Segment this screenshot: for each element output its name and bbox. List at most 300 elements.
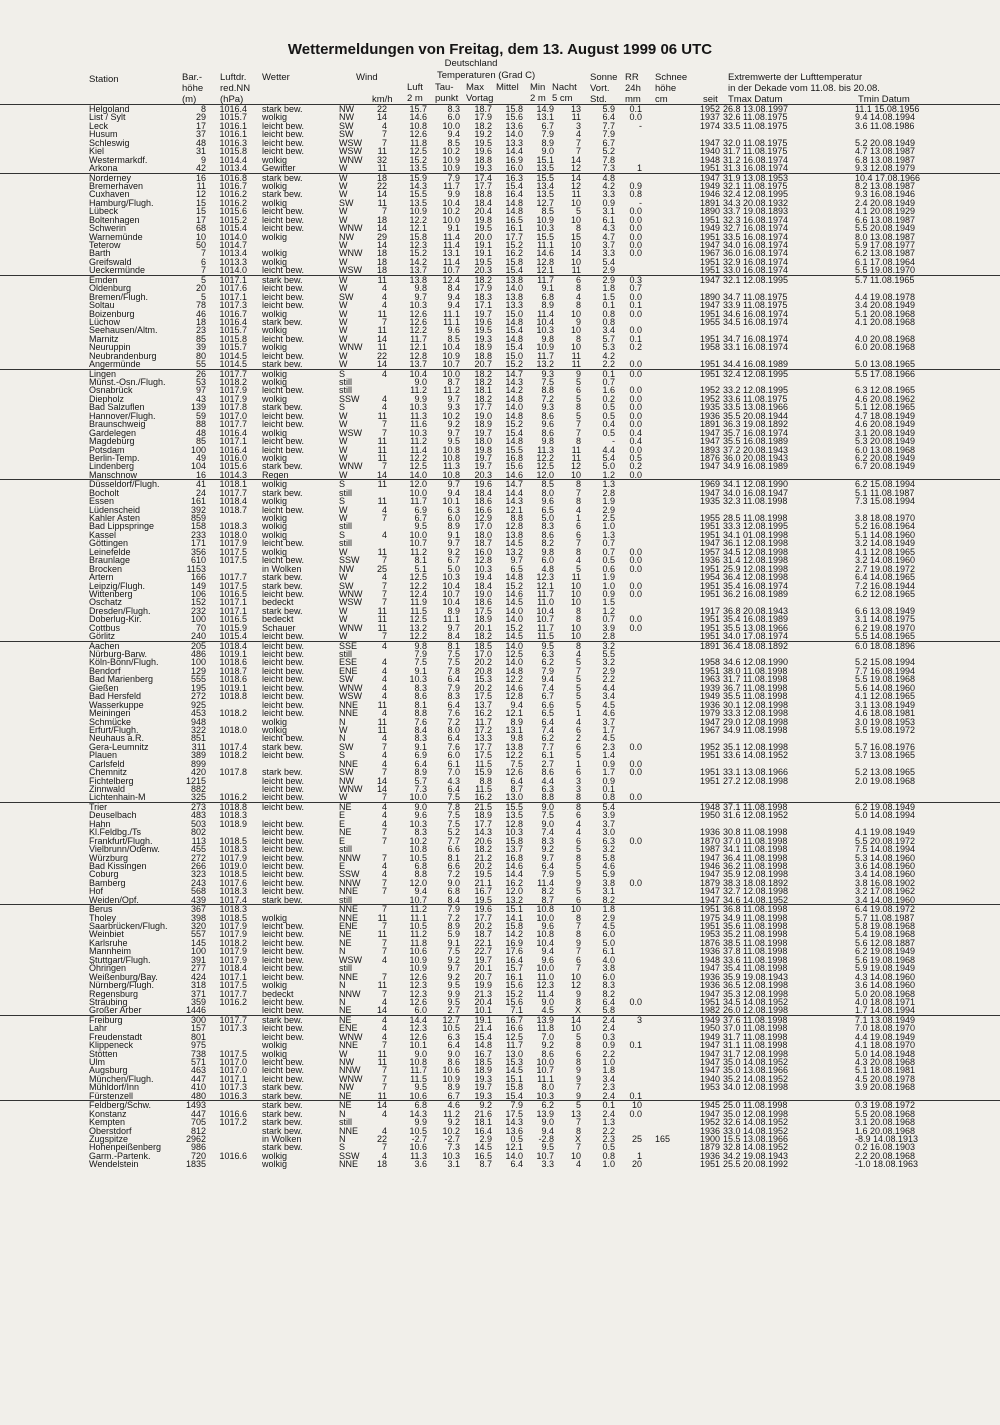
cell-sonne: 0.9 [602, 1040, 615, 1051]
cell-tmin: 6.4 19.08.1972 [855, 904, 916, 915]
cell-luft: 11.4 [410, 444, 427, 455]
cell-mittel: 16.7 [505, 1014, 523, 1025]
cell-wind-speed: 18 [376, 214, 387, 225]
cell-hoehe: 392 [190, 504, 206, 515]
cell-rr: 0.4 [629, 436, 642, 447]
cell-sonne: 2.3 [602, 741, 615, 752]
cell-station: Garm.-Partenk. [89, 1150, 151, 1161]
cell-seit: 1936 [699, 1150, 720, 1161]
cell-hoehe: 43 [195, 393, 206, 404]
cell-luftdruck: 1017.1 [219, 274, 247, 285]
cell-tmax: 34.9 11.08.1998 [723, 912, 788, 923]
cell-rr: 0.0 [629, 231, 642, 242]
cell-min: 7.4 [541, 827, 554, 838]
cell-seit: 1951 [699, 921, 720, 931]
table-row [0, 1058, 1000, 1066]
cell-sonne: 3.9 [602, 622, 615, 633]
cell-mittel: 15.4 [505, 265, 523, 276]
cell-wetter: leicht bew. [262, 333, 305, 344]
cell-taupunkt: 7.5 [447, 810, 460, 821]
cell-luft: 10.3 [409, 818, 427, 829]
cell-tmin: 4.1 20.08.1929 [855, 206, 916, 217]
cell-seit: 1955 [699, 513, 720, 523]
cell-wetter: stark bew. [262, 1082, 303, 1093]
cell-luftdruck: 1017.7 [219, 419, 247, 430]
cell-seit: 1936 [699, 946, 720, 957]
cell-sonne: 1.3 [602, 479, 615, 490]
cell-nacht: 12 [570, 163, 581, 174]
cell-max: 21.4 [474, 1023, 492, 1034]
cell-wetter: leicht bew. [262, 129, 305, 140]
cell-min: 11.1 [537, 240, 554, 250]
cell-luft: -2.7 [411, 1133, 427, 1144]
cell-station: Zinnwald [89, 784, 126, 794]
cell-min: 15.1 [536, 154, 554, 165]
cell-wind-speed: 14 [376, 784, 387, 794]
cell-tmin: 6.0 18.08.1896 [855, 640, 916, 651]
cell-tmin: 3.4 14.08.1960 [855, 894, 916, 905]
cell-taupunkt: 10.2 [442, 1125, 460, 1136]
cell-nacht: 8 [575, 801, 581, 812]
cell-rr: 0.0 [629, 410, 642, 421]
cell-luftdruck: 1014.5 [219, 359, 247, 370]
cell-luftdruck: 1016.2 [219, 792, 247, 803]
cell-sonne: 2.9 [602, 265, 615, 276]
cell-mittel: 15.2 [505, 359, 523, 370]
cell-taupunkt: 8.9 [447, 1082, 460, 1093]
cell-wetter: wolkig [262, 1048, 288, 1059]
cell-min: 10.8 [536, 929, 554, 940]
cell-wind-dir: E [339, 810, 346, 821]
cell-tmin: 7.0 18.08.1970 [855, 1023, 916, 1034]
cell-luft: 8.3 [414, 827, 427, 838]
cell-max: 19.7 [474, 308, 492, 319]
cell-wind-speed: 7 [381, 904, 387, 915]
cell-station: Westermarkdf. [89, 154, 148, 165]
table-row [0, 981, 1000, 989]
cell-nacht: 6 [575, 894, 581, 905]
cell-max: 9.2 [479, 1100, 492, 1111]
cell-wetter: stark bew. [262, 172, 303, 183]
cell-hoehe: 272 [190, 852, 206, 863]
cell-wind-dir: W [339, 172, 348, 183]
cell-wind-speed: 4 [381, 1108, 387, 1119]
cell-min: 6.3 [541, 649, 554, 659]
cell-luftdruck: 1014.5 [219, 350, 247, 361]
cell-nacht: 8 [575, 912, 581, 923]
cell-min: 6.0 [541, 555, 554, 566]
cell-wind-speed: 22 [376, 180, 387, 191]
cell-sonne: 5.0 [602, 937, 615, 948]
cell-wind-dir: W [339, 240, 348, 250]
cell-hoehe: 106 [190, 588, 206, 599]
table-row [0, 692, 1000, 700]
cell-tmax: 15.5 13.08.1966 [723, 1133, 789, 1144]
cell-taupunkt: -2.7 [444, 1133, 460, 1144]
cell-tmax: 37.6 11.08.1998 [723, 1014, 788, 1025]
cell-nacht: 11 [571, 265, 581, 276]
cell-max: 18.8 [474, 189, 492, 200]
cell-wetter: stark bew. [262, 1108, 303, 1119]
cell-tmax: 33.5 16.08.1974 [723, 231, 789, 242]
station-group [0, 173, 1000, 275]
cell-wind-speed: 11 [377, 614, 387, 625]
cell-tmin: 5.5 19.08.1968 [855, 674, 916, 685]
cell-max: 15.3 [474, 674, 492, 685]
cell-rr: 0.3 [629, 274, 642, 285]
cell-seit: 1967 [699, 248, 720, 259]
cell-tmax: 34.1 12.08.1990 [723, 479, 789, 490]
cell-wind-speed: 22 [376, 104, 387, 114]
cell-nacht: X [574, 1005, 581, 1016]
cell-wind-speed: 7 [381, 129, 387, 140]
cell-mittel: 12.2 [505, 674, 523, 685]
cell-tmax: 36.8 11.08.1998 [723, 904, 788, 915]
cell-station: Vielbrunn/Odenw. [89, 844, 160, 855]
cell-wind-dir: NW [339, 104, 354, 114]
cell-wetter: leicht bew. [262, 1005, 305, 1016]
cell-station: Bocholt [89, 487, 120, 498]
cell-min: 10.4 [536, 937, 554, 948]
cell-schnee: 165 [654, 1133, 670, 1144]
cell-tmin: 4.4 19.08.1978 [855, 291, 916, 302]
cell-min: 11.3 [537, 444, 554, 455]
cell-taupunkt: 12.7 [442, 1014, 460, 1025]
cell-station: Augsburg [89, 1065, 128, 1076]
cell-max: 13.3 [474, 733, 492, 744]
cell-wind-speed: 11 [377, 912, 387, 923]
header-schnee: Schnee höhe cm [655, 72, 688, 105]
cell-wetter: leicht bew. [262, 708, 305, 719]
cell-hoehe: 59 [195, 410, 206, 421]
cell-wind-dir: WSW [339, 137, 362, 148]
cell-min: 8.8 [541, 385, 554, 396]
cell-wind-speed: 4 [381, 402, 387, 413]
table-row [0, 718, 1000, 726]
cell-luft: 11.2 [410, 385, 427, 396]
cell-luft: 10.3 [409, 402, 427, 413]
cell-seit: 1947 [699, 963, 720, 974]
cell-wetter: wolkig [262, 452, 288, 463]
cell-min: 9.2 [541, 1040, 554, 1051]
cell-wind-dir: W [339, 206, 348, 217]
cell-hoehe: 49 [195, 452, 206, 463]
cell-mittel: 14.3 [505, 1117, 523, 1128]
cell-min: 8.5 [541, 479, 554, 490]
cell-max: 19.3 [474, 1073, 492, 1084]
cell-luft: 15.9 [409, 172, 427, 183]
cell-station: Husum [89, 129, 118, 140]
cell-hoehe: 41 [195, 479, 206, 490]
cell-luftdruck: 1018.4 [219, 640, 247, 651]
cell-min: 10.3 [536, 1090, 554, 1101]
cell-seit: 1957 [699, 546, 720, 557]
cell-tmax: 36.3 19.08.1892 [723, 419, 789, 430]
cell-min: 13.5 [536, 163, 554, 174]
cell-seit: 1952 [699, 741, 720, 752]
cell-tmax: 34.3 20.08.1932 [723, 197, 789, 208]
cell-tmin: 3.2 14.08.1949 [855, 538, 916, 549]
cell-seit: 1935 [699, 402, 720, 413]
cell-mittel: 14.8 [505, 410, 523, 421]
cell-luft: 10.0 [409, 792, 427, 803]
cell-tmax: 32.8 14.08.1952 [723, 1142, 789, 1153]
cell-taupunkt: 10.0 [442, 368, 460, 379]
cell-tmin: 6.1 17.08.1964 [855, 256, 916, 267]
cell-wind-speed: 4 [381, 640, 387, 651]
cell-taupunkt: 6.0 [447, 750, 460, 761]
cell-wind-speed: 11 [377, 342, 387, 353]
cell-station: Doberlug-Kir. [89, 614, 142, 625]
cell-hoehe: 100 [190, 614, 206, 625]
cell-station: Bad Kissingen [89, 860, 147, 871]
cell-max: 20.1 [474, 622, 492, 633]
cell-tmin: 4.1 19.08.1949 [855, 827, 916, 838]
cell-nacht: 13 [570, 1108, 581, 1119]
cell-tmin: 6.8 13.08.1987 [855, 154, 916, 165]
cell-wind-speed: 11 [377, 724, 387, 735]
header-wind: Wind [356, 72, 378, 83]
cell-max: 20.2 [474, 657, 492, 668]
cell-station: Hahn [89, 818, 111, 829]
cell-luft: 12.6 [409, 316, 427, 327]
cell-station: Neuhaus a.R. [89, 733, 145, 744]
cell-rr: 1 [636, 163, 642, 174]
cell-wetter: leicht bew. [262, 1031, 305, 1042]
cell-tmax: 29.0 12.08.1998 [723, 716, 789, 727]
cell-taupunkt: 6.4 [447, 733, 460, 744]
cell-luftdruck: 1018.3 [219, 844, 247, 855]
cell-hoehe: 720 [190, 1150, 206, 1161]
table-row [0, 233, 1000, 241]
table-row [0, 709, 1000, 717]
cell-wind-speed: 7 [381, 767, 387, 778]
cell-tmax: 33.6 11.08.1998 [723, 954, 788, 965]
cell-tmax: 32.6 14.08.1952 [723, 1117, 789, 1128]
cell-station: Helgoland [89, 104, 130, 114]
cell-max: 21.5 [474, 801, 492, 812]
cell-rr: 0.0 [629, 877, 642, 888]
cell-mittel: 15.8 [505, 921, 523, 931]
cell-tmin: 0.2 16.08.1903 [855, 1142, 916, 1153]
cell-sonne: 0.4 [602, 419, 615, 430]
cell-hoehe: 325 [190, 792, 206, 803]
cell-wind-dir: still [339, 649, 352, 659]
cell-luftdruck: 1014.7 [219, 240, 247, 250]
cell-seit: 1870 [699, 835, 720, 846]
cell-luft: 10.6 [409, 1090, 427, 1101]
cell-wind-dir: WNW [339, 588, 363, 599]
table-row [0, 607, 1000, 615]
cell-seit: 1947 [699, 436, 720, 447]
cell-wetter: Gewitter [262, 163, 296, 174]
header-max: Max Vortag [466, 82, 494, 104]
cell-wind-speed: 4 [381, 529, 387, 540]
cell-seit: 1947 [699, 300, 720, 311]
cell-wetter: stark bew. [262, 894, 303, 905]
table-row [0, 922, 1000, 930]
cell-nacht: 5 [575, 886, 581, 897]
cell-wind-dir: W [339, 724, 348, 735]
cell-luftdruck: 1017.4 [219, 894, 247, 905]
cell-wind-speed: 11 [377, 929, 387, 940]
cell-luft: 8.1 [414, 555, 427, 566]
cell-nacht: 6 [575, 810, 581, 821]
cell-taupunkt: 8.4 [447, 631, 460, 642]
cell-nacht: 5 [575, 860, 581, 871]
cell-hoehe: 24 [195, 487, 206, 498]
cell-mittel: 14.5 [505, 631, 523, 642]
cell-tmin: 11.1 15.08.1956 [855, 104, 920, 114]
cell-max: 19.7 [474, 1082, 492, 1093]
cell-tmin: 6.6 13.08.1987 [855, 214, 916, 225]
cell-taupunkt: 10.2 [442, 206, 460, 217]
cell-max: 18.6 [474, 597, 492, 608]
cell-sonne: 1.7 [602, 767, 615, 778]
cell-sonne: 5.3 [602, 342, 615, 353]
cell-tmin: 7.3 15.08.1994 [855, 496, 916, 507]
cell-wetter: leicht bew. [262, 300, 305, 311]
cell-mittel: 15.4 [505, 427, 523, 438]
cell-min: 8.3 [541, 521, 554, 532]
cell-min: 11.8 [537, 1023, 554, 1034]
cell-tmin: 6.4 14.08.1965 [855, 572, 916, 583]
cell-luftdruck: 1016.2 [219, 197, 247, 208]
cell-station: Berus [89, 904, 113, 915]
cell-luftdruck: 1018.5 [219, 869, 247, 880]
cell-min: 9.6 [541, 419, 554, 430]
cell-nacht: 4 [575, 827, 581, 838]
cell-taupunkt: 10.9 [442, 163, 460, 174]
cell-wetter: leicht bew. [262, 657, 305, 668]
cell-min: 10.0 [536, 963, 554, 974]
cell-wetter: stark bew. [262, 461, 303, 472]
cell-hoehe: 171 [190, 538, 206, 549]
cell-luft: 10.9 [409, 954, 427, 965]
cell-taupunkt: 9.2 [447, 419, 460, 430]
cell-nacht: 10 [570, 342, 581, 353]
cell-luftdruck: 1016.0 [219, 452, 247, 463]
cell-hoehe: 410 [190, 1082, 206, 1093]
cell-max: 18.2 [474, 844, 492, 855]
cell-wind-speed: 22 [376, 350, 387, 361]
cell-min: 9.4 [541, 946, 554, 957]
cell-nacht: 9 [575, 316, 581, 327]
cell-station: Klippeneck [89, 1040, 134, 1051]
cell-wind-dir: still [339, 385, 352, 396]
cell-taupunkt: 7.3 [447, 1142, 460, 1153]
cell-luft: 11.8 [410, 937, 427, 948]
cell-seit: 1936 [699, 410, 720, 421]
cell-tmin: 5.5 14.08.1965 [855, 631, 916, 642]
cell-station: Carlsfeld [89, 758, 125, 769]
cell-luftdruck: 1017.9 [219, 946, 247, 957]
cell-wind-dir: W [339, 546, 348, 557]
cell-nacht: 5 [575, 750, 581, 761]
cell-wetter: wolkig [262, 716, 288, 727]
cell-luftdruck: 1018.7 [219, 665, 247, 676]
cell-mittel: 15.6 [505, 996, 523, 1007]
cell-max: 20.8 [474, 665, 492, 676]
cell-tmin: 5.1 12.08.1965 [855, 402, 916, 413]
header-station: Station [89, 74, 119, 85]
cell-taupunkt: 10.3 [442, 1150, 460, 1161]
table-row [0, 751, 1000, 759]
cell-max: 16.0 [474, 546, 492, 557]
cell-nacht: 4 [575, 818, 581, 829]
cell-sonne: 3.8 [602, 877, 615, 888]
cell-luft: 9.5 [414, 1082, 427, 1093]
cell-mittel: 13.6 [505, 120, 523, 131]
cell-mittel: 13.6 [505, 1125, 523, 1136]
cell-wetter: in Wolken [262, 1133, 302, 1144]
cell-luftdruck: 1018.3 [219, 904, 247, 915]
cell-wind-dir: NE [339, 1014, 352, 1025]
cell-sonne: 0.6 [602, 563, 615, 574]
cell-tmax: 35.5 20.08.1944 [723, 410, 789, 421]
cell-min: 9.4 [541, 1125, 554, 1136]
cell-luftdruck: 1018.3 [219, 886, 247, 897]
cell-tmin: 4.6 20.08.1962 [855, 393, 916, 404]
cell-luftdruck: 1015.6 [219, 461, 247, 472]
cell-sonne: 2.8 [602, 631, 615, 642]
cell-max: 16.7 [474, 886, 492, 897]
cell-station: Weiden/Opf. [89, 894, 139, 905]
cell-nacht: 10 [570, 469, 581, 480]
cell-wind-dir: W [339, 572, 348, 583]
cell-min: 8.9 [541, 137, 554, 148]
cell-tmax: 37.8 11.08.1998 [723, 946, 788, 957]
cell-mittel: 8.7 [510, 784, 523, 794]
cell-rr: 0.0 [629, 385, 642, 396]
cell-min: 14.9 [536, 104, 554, 114]
cell-rr: 0.0 [629, 223, 642, 234]
cell-tmax: 34.1 11.08.1998 [723, 844, 788, 855]
cell-nacht: 10 [570, 308, 581, 319]
cell-luft: 13.8 [409, 274, 427, 285]
cell-taupunkt: 11.1 [443, 614, 460, 625]
cell-wind-speed: 7 [381, 1082, 387, 1093]
cell-tmin: 5.5 19.08.1972 [855, 724, 916, 735]
cell-mittel: 12.1 [505, 504, 523, 515]
cell-wind-dir: W [339, 614, 348, 625]
cell-station: Gera-Leumnitz [89, 741, 149, 752]
cell-wetter: leicht bew. [262, 1057, 305, 1067]
cell-nacht: 2 [575, 733, 581, 744]
cell-hoehe: 232 [190, 605, 206, 616]
cell-wetter: leicht bew. [262, 385, 305, 396]
table-row [0, 147, 1000, 155]
cell-taupunkt: 8.9 [447, 921, 460, 931]
cell-rr: 0.0 [629, 402, 642, 413]
cell-seit: 1975 [699, 912, 720, 923]
cell-max: 18.2 [474, 120, 492, 131]
cell-taupunkt: 10.2 [442, 410, 460, 421]
cell-tmax: 33.2 12.08.1995 [723, 385, 789, 396]
cell-max: 17.5 [474, 691, 492, 702]
cell-sonne: 5.7 [602, 333, 615, 344]
cell-luft: 14.0 [409, 469, 427, 480]
cell-station: Manschnow [89, 469, 138, 480]
cell-wind-speed: 7 [381, 419, 387, 430]
cell-hoehe: 7 [200, 248, 206, 259]
cell-tmax: 35.9 12.08.1998 [723, 869, 789, 880]
cell-station: Leck [89, 120, 109, 131]
cell-sonne: 7.8 [602, 154, 615, 165]
cell-taupunkt: 11.4 [443, 231, 460, 242]
cell-wind-dir: SW [339, 197, 354, 208]
cell-luft: 12.6 [409, 971, 427, 982]
